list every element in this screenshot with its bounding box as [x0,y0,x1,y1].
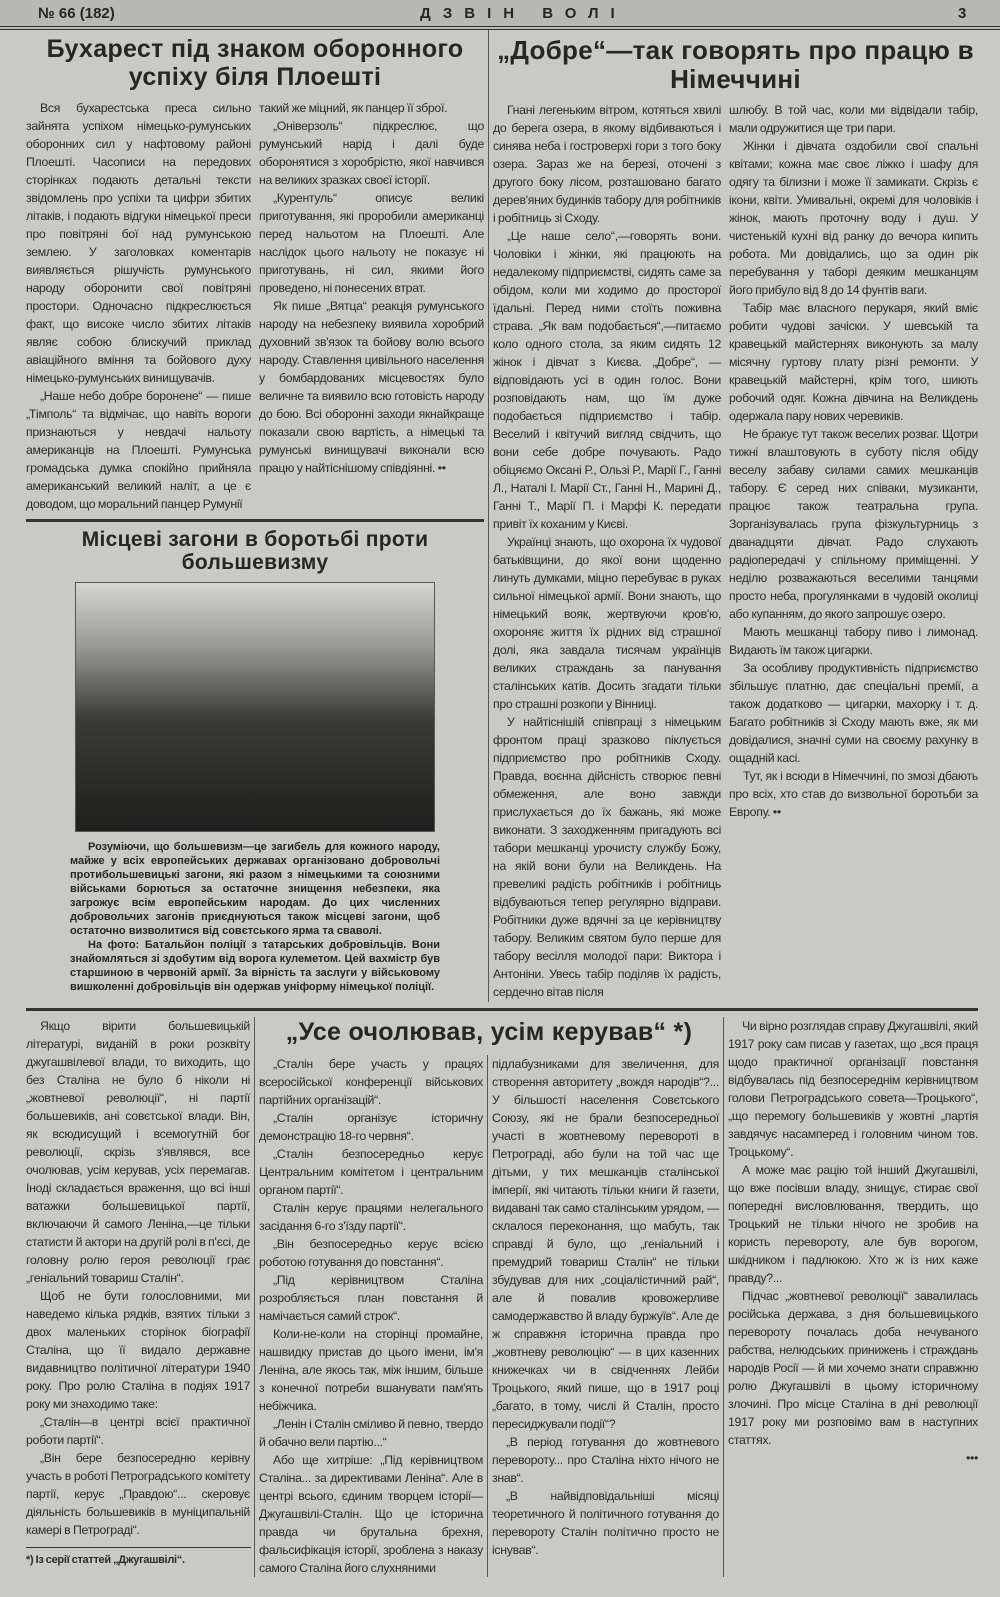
paragraph: „Оніверзоль“ підкреслює, що румунський нарід і далі буде оборонятися з хоробрістю, якої навчився на великих зразках своєї історії. [259,119,484,187]
bottom-section [26,1017,978,1577]
paragraph: „Він безпосередньо керує всією роботою готування до повстання“. [259,1236,483,1269]
article-column [26,1017,250,1569]
article-column [492,1055,719,1559]
photo-tatar-police-battalion [75,582,435,832]
paragraph: Жінки і дівчата оздобили свої спальні квітами; кожна має своє ліжко і шафу для одягу та білизни і може її замикати. Скрізь є ікони, квіти. Умивальні, окремі для чоловіків і жінок, мають проточну воду і душ. У чистенькій кухні від ранку до вечора кипить робота. Ми довідались, що за один рік перебування у таборі деяким мешканцям його прибуло від 8 до 14 фунтів ваги. [729,139,978,298]
article4-center-body [259,1055,719,1577]
paragraph: шлюбу. В той час, коли ми відвідали табір, мали одружитися ще три пари. [729,103,978,136]
paragraph: „Під керівництвом Сталіна розробляється план повстання й намічається самий строк“. [259,1272,483,1323]
column-divider [723,1017,724,1577]
paragraph: Якщо вірити большевицькій літературі, виданій в роки розквіту джугашвілевої влади, то виходить, що без Сталіна не було б ніколи ні „жовтневої революції“, ні партії большевиків, ані совєтської влади. Він, як всюдисущий і всемогутній бог революції, скрізь з'являвся, все очолював, усім керував, усіх перемагав. Іноді складається враження, що всі інші ватажки большевицької партії, включаючи й самого Леніна,—це тільки статисти й актори на другій ролі в п'єсі, де головну ролю героя революції грає „геніальний товариш Сталін“. [26,1019,250,1286]
paragraph: Підчас „жовтневої революції“ завалилась російська держава, з дня большевицького перевороту почалась доба нечуваного рабства, нелюдських принижень і страждань народів Росії — й ми хочемо знати справжню ролю Джугашвілі в цьому історичному злочині. Про місце Сталіна в дні революції 1917 року ми розповімо вам в наступних статтях. [728,1289,978,1448]
column-divider [487,1055,488,1577]
paragraph: „Ленін і Сталін сміливо й певно, твердо й обачно вели партію...“ [259,1416,483,1449]
masthead [0,0,1000,30]
issue-number: № 66 (182) [38,5,115,22]
page-number: 3 [958,5,967,22]
article3-body [493,101,978,1001]
paragraph: Не бракує тут також веселих розваг. Щотри тижні влаштовують в суботу після обіду веселу забаву силами самих мешканців табору. Є серед них співаки, музиканти, працює також театральна група. Зорганізувалась група фізкультурниць з дванадцяти дівчат. Радо слухають радіопередачі у спільному приміщенні. У неділю розважаються веселими танцями просто неба, прогулянками в чудовій околиці або купанням, до якого запрошує озеро. [729,427,978,622]
paragraph: Сталін керує працями нелегального засідання 6-го з'їзду партії“. [259,1200,483,1233]
left-block [26,30,484,1002]
center-block [259,1017,719,1577]
paragraph: Або ще хитріше: „Під керівництвом Сталіна... за директивами Леніна“. Але в центрі всього, єдиним творцем історії—Джугашвілі-Сталін. Що це історична правда чи брутальна брехня, фальсифікація історії, зроблена з наказу самого Сталіна його слухняними [259,1452,483,1575]
paragraph: „Сталін безпосередньо керує Центральним комітетом і центральним органом партії“. [259,1146,483,1197]
paragraph: підлабузниками для звеличення, для створення авторитету „вождя народів“?... У більшості населення Совєтського Союзу, які не брали безпосередньої участі в жовтневому перевороті в Петрограді, або були на той час ще дітьми, у тих мешканців сталінської імперії, які читають тільки книги й газети, видавані так само сталінським урядом, — склалося переконання, що мабуть, так справді й було, що „геніальний і премудрий товариш Сталін“ не тільки збудував для них „соціалістичний рай“, але й повалив кровожерливе самодержавство й владу буржуїв“. Але де ж справжня історична правда про „жовтневу революцію“ — в цих казенних книжечках чи в свідченнях Лейби Троцького, який пише, що в 1917 році „багато, в тому, числі й Сталін, просто пересиджували події“? [492,1056,719,1431]
paragraph: Вся бухарестська преса сильно зайнята успіхом німецько-румунських оборонних сил у нафтовому районі Плоешті. Часописи на передових сторінках подають детальні тексти звідомлень про успіхи та цифри збитих літаків, і подають відгуки німецької преси про повітряні бої над румунською землею. У заголовках коментарів виявляється рішучість румунського народу оборонити свої повітряні простори. Одночасно підкреслюється факт, що високе число збитих літаків являє собою блискучий приклад авіаційного вміння та бойового духу німецько-румунських винищувачів. [26,101,251,385]
column-divider [254,1017,255,1577]
paragraph: Чи вірно розглядав справу Джугашвілі, який 1917 року сам писав у газетах, що „вся праця щодо практичної організації повстання відбувалась під безпосереднім керівництвом голови Петроградського совета—Троцького“, „що перемогу большевиків у жовтні „партія завдячує насамперед і головним чином тов. Троцькому“. [728,1019,978,1160]
paragraph: „В період готування до жовтневого перевороту... про Сталіна ніхто нічого не знав“. [492,1434,719,1485]
article-column [729,101,978,821]
paragraph: „В найвідповідальніші місяці теоретичного й політичного готування до перевороту Сталін політично просто не існував“. [492,1488,719,1557]
photo-caption [70,840,440,994]
paragraph: Мають мешканці табору пиво і лимонад. Видають їм також цигарки. [729,625,978,658]
paragraph: „Сталін бере участь у працях всеросійської конференції військових партійних організацій“. [259,1056,483,1107]
footnote: *) Із серії статтей „Джугашвілі“. [26,1547,251,1569]
paragraph: „Це наше село“,—говорять вони. Чоловіки і жінки, які працюють на недалекому підприємстві, сидять саме за обідом, коли ми ходимо до просторої їдальні. Перед ними стоїть поживна страва. „Як вам подобається“,—питаємо коло одного стола, за яким сидять 12 жінок і дівчат з Києва. „Добре“, — відповідають усі в один голос. Вони розповідають нам, що їм дуже подобається підприємство і табір. Веселий і квітучий вигляд свідчить, що вони себе добре почувають. Радо обіцяємо Оксані Р., Ользі Р., Марії Г., Ганні Л., Наталі І. Марії Ст., Ганні Н., Марині Д., Ганні Т., Марії П. і Марфі К. передати привіт їх коханим у Києві. [493,229,721,532]
article-column [259,1055,483,1577]
paragraph: „Курентуль“ описує великі приготування, які проробили американці перед нальотом на Плоешті. Але наслідок цього нальоту не показує ні приготувань, ні сил, якими його проведено, ні понесених втрат. [259,191,484,295]
article-column [259,99,484,477]
article-headline-local-units: Місцеві загони в боротьбі проти большевизму [81,528,429,575]
paragraph: Як пише „Вятца“ реакція румунського народу на небезпеку виявила хоробрий духовний зв'язок та бойову волю всього народу. Ставлення цивільного населення у бомбардованих місцевостях було величне та виявило всю готовість народу до бою. Всі оборонні заходи якнайкраще показали свою вартість, а німецькі та румунські винищувачі виконали всю працю у найтіснішому співдіянні. •• [259,299,484,475]
article-headline-germany-work: „Добре“—так говорять про працю в Німеччині [497,35,974,94]
paragraph: Табір має власного перукаря, який вміє робити чудові зачіски. У шевській та кравецькій майстернях виконують за малу місячну гуртову плату різні ремонти. У кравецькій майстерні, крім того, шиють робочий одяг. Кожна дівчина на Великдень одержала пару нових черевиків. [729,301,978,424]
paragraph: На фото: Батальйон поліції з татарських добровільців. Вони знайомляться зі здобутим від ворога кулеметом. Цей вахмістр був старшиною в червоній армії. За вірність та заслуги у військовому вишколенні добровільців він одержав уніформу німецької поліції. [70,939,440,994]
paragraph: У найтіснішій співпраці з німецьким фронтом праці зразково піклується підприємство про робітників Сходу. Правда, воєнна дійсність створює певні обмеження, але воно завжди прислухається до їх бажань, які може виконати. З заходженням пригадують всі табори мешканці урочисту службу Божу, на якій вони були на Великдень. На превеликі радість робітників і робітниць відбуваються тепер регулярно відправи. Робітники дуже вдячні за це керівництву табору. Великим святом було перше для табору весілля молодої пари: Виктора і Антоніни. Увесь табір поділяв їх радість, сердечно вітав після [493,715,721,1000]
paragraph: „Наше небо добре боронене“ — пише „Тімполь“ та відмічає, що навіть вороги признаються у невдачі нальоту американців на Плоешті. Румунська громадська думка спокійно прийняла американський великий наліт, а це є доводом, що моральний панцер Румунії [26,389,251,511]
paragraph: За особливу продуктивність підприємство збільшує платню, дає спеціальні премії, а також додатково — цигарки, махорку і т. д. Багато робітників зі Сходу мають вже, як ми довідалися, значні суми на своєму рахунку в ощадній касі. [729,661,978,766]
top-section [26,30,978,1002]
article-column [728,1017,978,1467]
article-headline-stalin: „Усе очолював, усім керував“ *) [285,1018,693,1047]
column-divider [488,30,489,1002]
article-column [493,101,721,1001]
paragraph: „Він бере безпосередню керівну участь в роботі Петроградського комітету партії, керує „Правдою“... скеровує діяльність большевиків в муніципальній камері в Петрограді“. [26,1451,250,1538]
newspaper-title: ДЗВІН ВОЛІ [420,5,627,22]
paragraph: Тут, як і всюди в Німеччині, по змозі дбають про всіх, хто став до визвольної боротьби за Европу. •• [729,769,978,820]
section-divider [26,519,484,522]
article-column [26,99,251,513]
paragraph: Українці знають, що охорона їх чудової батьківщини, до якої вони щоденно линуть думками, міцно перебуває в руках сильної німецької армії. Вони знають, що німецький вояк, жертвуючи кров'ю, охороняє життя їх рідних від страшної долі, яка завдала тисячам українців великих страждань за панування сталінських катів. Досить згадати тільки про страшні розкопи у Вінниці. [493,535,721,712]
section-divider [26,1008,978,1011]
paragraph: Гнані легеньким вітром, котяться хвилі до берега озера, в якому відбиваються і синява неба і гостроверхі гори з того боку озера. Зараз же на березі, оточені з другого боку лісом, розташовано багато дерев'яних будинків табору для робітників і робітниць зі Сходу. [493,103,721,226]
paragraph: А може має рацію той інший Джугашвілі, що вже посівши владу, знищує, стирає свої попередні висловлювання, твердить, що Троцький не тільки нічого не зробив на користь перевороту, але був ворогом, шкідником і падлюкою. Хто ж із них каже правду?... [728,1163,978,1286]
paragraph: „Сталін організує історичну демонстрацію 18-го червня“. [259,1110,483,1143]
article-headline-bucharest: Бухарест під знаком оборонного успіху біля Плоешті [46,35,464,91]
paragraph: Щоб не бути голословними, ми наведемо кілька рядків, взятих тільки з двох маленьких сторінок біографії Сталіна, що її видало державне видавництво політичної літератури 1940 року. Про ролю Сталіна в подіях 1917 року ми знаходимо таке: [26,1289,250,1412]
paragraph: такий же міцний, як панцер її зброї. [259,101,448,115]
paragraph: Коли-не-коли на сторінці промайне, нашвидку пристав до цього імени, ім'я Леніна, але якось так, між іншим, більше з конечної потреби вшанувати пам'ять небіжчика. [259,1326,483,1413]
right-block [493,30,978,1001]
paragraph: Розуміючи, що большевизм—це загибель для кожного народу, майже у всіх европейських державах організовано добровольчі протибольшевицькі загони, які разом з німецькими та союзними військами борються за остаточне знищення небезпеки, яка загрожує всім европейським народам. До цих численних добровольчих загонів приєднуються також місцеві загони, щоб остаточно визволитися від совєтського ярма та сваволі. [70,841,440,938]
article1-body [26,99,484,513]
paragraph: „Сталін—в центрі всієї практичної роботи партії“. [26,1415,250,1448]
end-mark: ••• [965,1451,978,1466]
